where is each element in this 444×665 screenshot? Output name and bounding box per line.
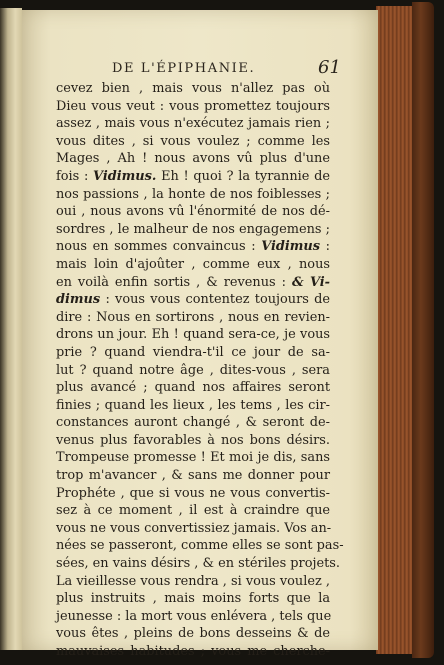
text-line [56,150,330,168]
text-line [56,590,330,608]
text-segment: trop m'avancer , & sans me donner pour [56,468,330,484]
text-line [56,80,330,98]
text-segment: nos passions , la honte de nos foiblesses ; [56,186,330,202]
text-segment: mauvaises habitudes ; vous me cherche- [56,644,330,659]
text-line [56,397,330,415]
text-line [56,221,330,239]
text-line [56,168,330,186]
text-segment: sordres , le malheur de nos engagemens ; [56,221,330,237]
book-cover-edge [412,2,434,658]
text-line [56,502,330,520]
text-line [56,537,344,555]
text-segment: jeunesse : la mort vous enlévera , tels que [56,608,332,624]
text-segment: Trompeuse promesse ! Et moi je dis, sans [56,450,330,466]
text-line [56,291,330,309]
italic-text: & Vi- [291,274,330,290]
text-segment: vous dites , si vous voulez ; comme les [56,133,330,149]
text-line [56,238,330,256]
text-segment: vous ne vous convertissiez jamais. Vos an- [56,520,332,536]
text-segment: Eh ! quoi ? la tyrannie de [156,168,330,184]
text-line [56,186,330,204]
text-segment: Mages , Ah ! nous avons vû plus d'une [56,151,330,167]
text-line [56,379,330,397]
text-segment: : [320,239,330,255]
text-line [56,344,330,362]
text-segment: lut ? quand notre âge , dites-vous , sera [56,362,330,378]
text-segment: finies ; quand les lieux , les tems , les cir- [56,397,330,413]
text-line [56,467,330,485]
running-head [22,58,378,80]
text-segment: fois : [56,168,94,184]
page-number: 61 [318,57,341,78]
text-line [56,326,330,344]
text-segment: Dieu vous veut : vous promettez toujours [56,98,330,114]
running-head-title: DE L'ÉPIPHANIE. [112,61,256,76]
text-segment: prie ? quand viendra-t'il ce jour de sa- [56,344,330,360]
left-page-edge [0,8,22,650]
text-line [56,608,330,626]
text-line [56,309,330,327]
text-line [56,414,330,432]
italic-text: Vidimus [261,239,321,255]
text-segment: drons un jour. Eh ! quand sera-ce, je vous [56,327,330,343]
text-line [56,449,330,467]
text-line [56,115,330,133]
text-segment: venus plus favorables à nos bons désirs. [56,432,330,448]
text-line [56,643,330,661]
italic-text: Vidimus. [93,168,157,184]
text-segment: sées, en vains désirs , & en stériles projets. [56,556,340,572]
text-segment: plus avancé ; quand nos affaires seront [56,380,330,396]
text-segment: cevez bien , mais vous n'allez pas où [56,81,330,96]
text-segment: vous êtes , pleins de bons desseins & de [56,626,330,642]
text-segment: sez à ce moment , il est à craindre que [56,503,330,519]
italic-text: dimus [56,292,101,308]
text-line [56,362,330,380]
text-segment: en voilà enfin sortis , & revenus : [56,274,292,290]
text-line [56,274,330,292]
text-segment: assez , mais vous n'exécutez jamais rien ; [56,116,330,132]
text-line [56,625,330,643]
text-line [56,256,330,274]
text-line [56,98,330,116]
text-segment: Prophéte , que si vous ne vous convertis- [56,485,330,501]
text-segment: nous en sommes convaincus : [56,239,262,255]
page-fore-edge [376,6,416,654]
text-line [56,133,330,151]
text-segment: La vieillesse vous rendra , si vous voulez , [56,573,330,589]
text-segment: plus instruits , mais moins forts que la [56,591,330,607]
text-line [56,573,330,591]
book-page [22,10,378,659]
text-line [56,203,330,221]
text-segment: nées se passeront, comme elles se sont pas- [56,538,344,554]
text-line [56,555,340,573]
text-line [56,432,330,450]
text-line [56,485,330,503]
text-segment: oui , nous avons vû l'énormité de nos dé- [56,204,330,220]
text-segment: mais loin d'ajoûter , comme eux , nous [56,256,330,272]
text-segment: constances auront changé , & seront de- [56,415,330,431]
text-line [56,520,330,538]
body-text [56,80,344,661]
text-segment: dire : Nous en sortirons , nous en revien- [56,309,330,325]
text-segment: : vous vous contentez toujours de [100,292,330,308]
